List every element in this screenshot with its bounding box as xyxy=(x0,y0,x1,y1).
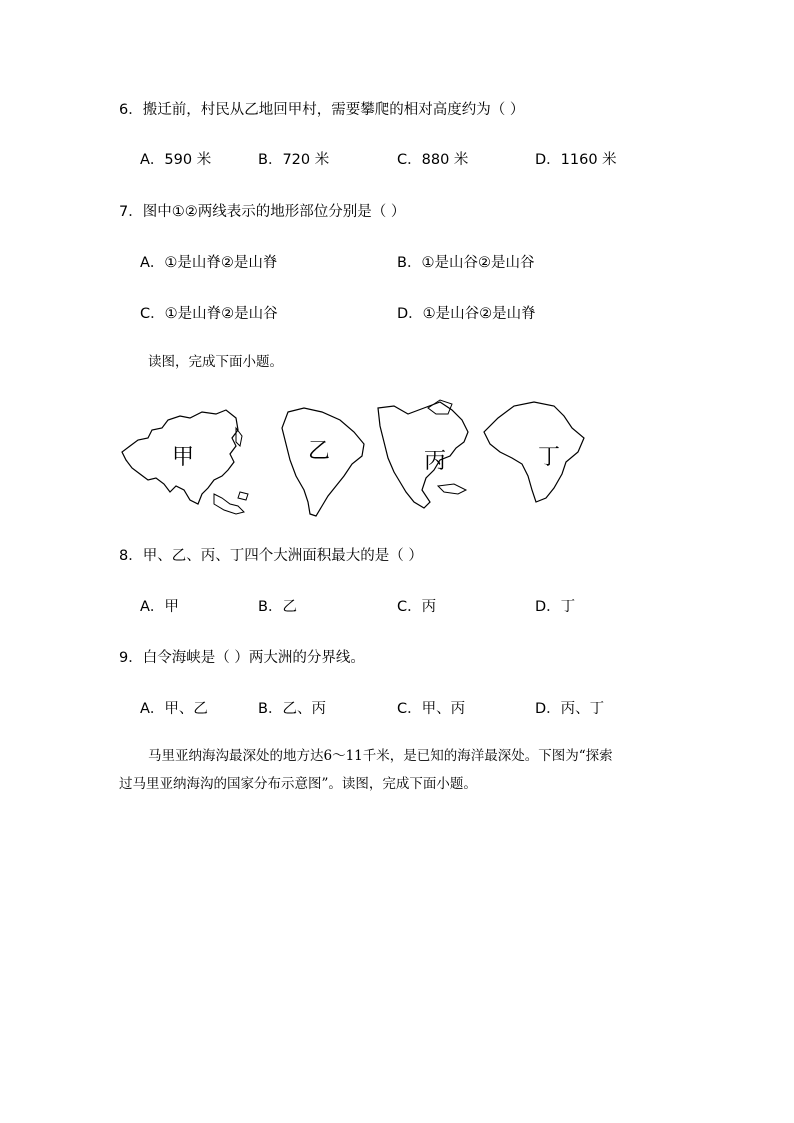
question-7-option-c: C．①是山脊②是山谷 xyxy=(140,306,278,322)
question-7-stem: 7．图中①②两线表示的地形部位分别是（ ） xyxy=(119,204,406,220)
question-7-option-a: A．①是山脊②是山脊 xyxy=(140,255,278,271)
question-8-option-c: C．丙 xyxy=(397,599,437,615)
continent-label-yi: 乙 xyxy=(308,439,331,464)
continent-label-jia: 甲 xyxy=(172,445,195,470)
reading-instruction: 读图，完成下面小题。 xyxy=(148,354,283,370)
continent-label-ding: 丁 xyxy=(538,445,561,470)
passage-mariana-line-1: 马里亚纳海沟最深处的地方达6～11千米，是已知的海洋最深处。下图为“探索 xyxy=(148,748,613,764)
question-8-stem: 8．甲、乙、丙、丁四个大洲面积最大的是（ ） xyxy=(119,548,423,564)
continent-africa-outline xyxy=(484,402,584,502)
question-8-option-d: D．丁 xyxy=(535,599,576,615)
question-9-option-c: C．甲、丙 xyxy=(397,701,466,717)
question-6-option-a: A．590 米 xyxy=(140,152,212,168)
question-6-option-d: D．1160 米 xyxy=(535,152,617,168)
question-6-stem: 6．搬迁前，村民从乙地回甲村，需要攀爬的相对高度约为（ ） xyxy=(119,102,525,118)
question-8-option-a: A．甲 xyxy=(140,599,179,615)
question-6-option-c: C．880 米 xyxy=(397,152,469,168)
question-9-option-b: B．乙、丙 xyxy=(258,701,326,717)
question-9-stem: 9．白令海峡是（ ）两大洲的分界线。 xyxy=(119,650,365,666)
passage-mariana-line-2: 过马里亚纳海沟的国家分布示意图”。读图，完成下面小题。 xyxy=(119,776,477,792)
question-9-option-d: D．丙、丁 xyxy=(535,701,605,717)
question-6-option-b: B．720 米 xyxy=(258,152,330,168)
continent-label-bing: 丙 xyxy=(424,449,447,474)
continent-north-america-outline xyxy=(378,400,468,508)
question-7-option-d: D．①是山谷②是山脊 xyxy=(397,306,536,322)
question-7-option-b: B．①是山谷②是山谷 xyxy=(397,255,535,271)
question-9-option-a: A．甲、乙 xyxy=(140,701,208,717)
question-8-option-b: B．乙 xyxy=(258,599,297,615)
continents-map-figure xyxy=(118,398,590,522)
